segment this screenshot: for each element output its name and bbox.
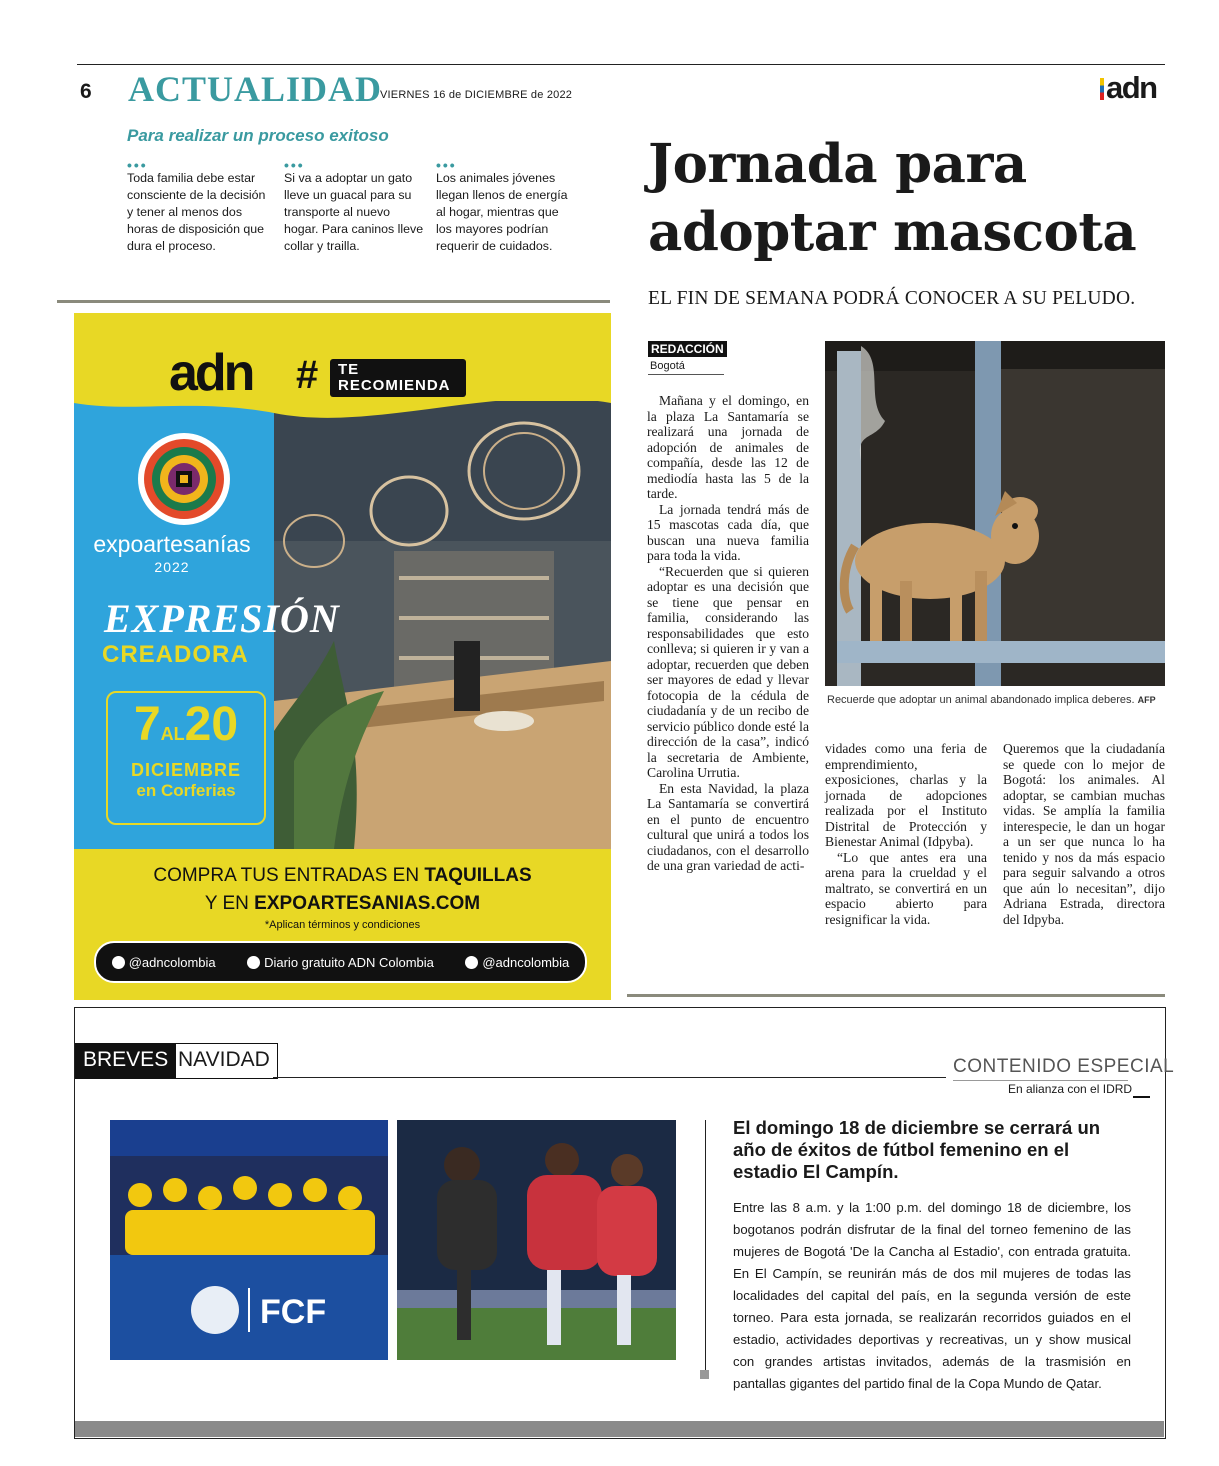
special-content-rule (953, 1080, 1128, 1081)
bottom-band (75, 1421, 1164, 1437)
ad-website-link[interactable]: EXPOARTESANIAS.COM (254, 893, 481, 914)
adn-logo (1100, 70, 1157, 106)
facebook-icon (247, 956, 260, 969)
special-content-label: CONTENIDO ESPECIAL (953, 1056, 1175, 1077)
tip-item (127, 157, 267, 255)
date-connector: AL (160, 724, 185, 744)
alliance-rule (1133, 1096, 1150, 1098)
facebook-handle[interactable] (247, 955, 434, 970)
team-photo (110, 1120, 388, 1360)
ad-creadora: CREADORA (102, 641, 249, 668)
paragraph: “Recuerden que si quieren adoptar es una decisión que se tiene que pensar en familia, considerando las responsabilidades que esto conlleva; si quieren ir y van a adoptar, recuerden que deben ser mayores de edad y llevar fotocopia de la cédula de ciudadanía y de un recibo de servicio público donde esté la dirección de la casa”, indicó la secretaria de Ambiente, Carolina Urrutia. (647, 563, 809, 780)
tip-text: Toda familia debe estar consciente de la decisión y tener al menos dos horas de disposición que dura el proceso. (127, 171, 266, 253)
dots-icon: ••• (127, 157, 148, 173)
twitter-icon (112, 956, 125, 969)
ad-buy-line-1 (74, 865, 611, 887)
breves-body: Entre las 8 a.m. y la 1:00 p.m. del domingo 18 de diciembre, los bogotanos podrán disfrutar de la final del torneo femenino de las mujeres de Bogotá 'De la Cancha al Estadio', con entrada gratuita. En El Campín, se reunirán más de dos mil mujeres de todas las localidades del capital del país, en la segunda versión de este torneo. Para esta jornada, se realizarán recorridos guiados en el estadio, actividades deportivas y recreativas, un y show musical con grandes artistas invitados, además de la trasmisión en pantallas gigantes del partido final de la Copa Mundo de Qatar. (733, 1200, 1131, 1391)
alliance-label: En alianza con el IDRD (1008, 1082, 1133, 1096)
date-from: 7 (133, 698, 161, 751)
ad-venue: en Corferias (136, 781, 236, 800)
paragraph: vidades como una feria de emprendimiento, exposiciones, charlas y la jornada de adopciones realizada por el Instituto Distrital de Protección y Bienestar Animal (Idpyba). (825, 741, 987, 849)
section-divider (57, 300, 610, 303)
article-subheadline: EL FIN DE SEMANA PODRÁ CONOCER A SU PELUDO. (648, 288, 1136, 309)
ad-social-bar (94, 941, 587, 983)
ad-adn-logo: adn (169, 344, 253, 402)
buy-text: Y EN (204, 893, 255, 914)
team-photo-illustration (110, 1120, 388, 1360)
paragraph: Queremos que la ciudadanía se quede con lo mejor de Bogotá: los animales. Al adoptar, se cambian muchas vidas. Se amplía la familia interespecie, le dan un hogar a un ser que nunca lo ha tenido y nos da más espacio para seguir salvando a otros que aún lo necesitan”, dijo Adriana Estrada, directora del Idpyba. (1003, 741, 1165, 927)
page-number: 6 (80, 80, 92, 103)
article-divider (627, 994, 1165, 997)
tip-item (284, 157, 424, 255)
photo-credit: AFP (1137, 695, 1156, 705)
fcf-logo-text: FCF (260, 1293, 327, 1331)
article-column-2 (825, 741, 987, 927)
dog-window-illustration (825, 341, 1165, 686)
caption-text: Recuerde que adoptar un animal abandonado implica deberes. (827, 694, 1135, 706)
tips-title: Para realizar un proceso exitoso (127, 126, 389, 145)
ad-brand: expoartesanías (93, 531, 251, 557)
logo-text: adn (1106, 70, 1157, 105)
ad-recommend-label: TE RECOMIENDA (330, 359, 466, 397)
social-label: Diario gratuito ADN Colombia (264, 954, 434, 970)
ad-year: 2022 (154, 559, 190, 575)
players-celebration-photo (397, 1120, 676, 1360)
breves-rule (273, 1077, 946, 1078)
byline: REDACCIÓN (648, 341, 727, 357)
instagram-handle[interactable] (465, 955, 569, 970)
ad-hashtag: # (296, 353, 319, 397)
byline-city: Bogotá (650, 360, 685, 372)
breves-tag: BREVES (75, 1043, 176, 1079)
date-weekday: VIERNES (380, 89, 430, 101)
photo-caption (827, 694, 1156, 706)
tip-text: Si va a adoptar un gato lleve un guacal para su transporte al nuevo hogar. Para caninos lleve collar y trailla. (284, 171, 424, 253)
breves-subtag: NAVIDAD (170, 1043, 278, 1079)
divider-square-icon (700, 1370, 709, 1379)
breves-headline: El domingo 18 de diciembre se cerrará un año de éxitos de fútbol femenino en el estadio El Campín. (733, 1117, 1101, 1182)
social-label: @adncolombia (482, 954, 570, 970)
date-to: 20 (184, 698, 239, 751)
ad-expression: EXPRESIÓN (104, 596, 340, 641)
date-full: 16 de DICIEMBRE de 2022 (432, 89, 573, 101)
breves-vertical-divider (705, 1120, 706, 1372)
ad-terms: *Aplican términos y condiciones (264, 919, 421, 931)
dog-photo (825, 341, 1165, 686)
byline-rule (648, 374, 724, 375)
paragraph: En esta Navidad, la plaza La Santamaría se convertirá en el punto de encuentro cultural que unirá a todos los ciudadanos, con el desarrollo de una gran variedad de acti- (647, 780, 809, 873)
expoartesanias-ad[interactable] (74, 313, 611, 1000)
ad-buy-line-2[interactable] (74, 893, 611, 915)
buy-emphasis: TAQUILLAS (424, 865, 532, 886)
tip-text: Los animales jóvenes llegan llenos de energía al hogar, mientras que los mayores podrían requerir de cuidados. (436, 171, 568, 253)
players-photo-illustration (397, 1120, 676, 1360)
instagram-icon (465, 956, 478, 969)
section-title: ACTUALIDAD (128, 69, 383, 109)
expoartesanias-emblem-icon (138, 433, 230, 525)
ad-month: DICIEMBRE (130, 760, 241, 780)
tip-item (436, 157, 576, 255)
top-rule (77, 64, 1165, 65)
ad-date-box (106, 691, 266, 825)
twitter-handle[interactable] (112, 955, 216, 970)
social-label: @adncolombia (128, 954, 216, 970)
dots-icon: ••• (284, 157, 305, 173)
issue-date (380, 89, 572, 101)
dots-icon: ••• (436, 157, 457, 173)
article-column-3 (1003, 741, 1165, 927)
paragraph: “Lo que antes era una arena para la crueldad y el maltrato, se convertirá en un espacio abierto para resignificar la vida. (825, 849, 987, 927)
article-column-1 (647, 393, 809, 874)
paragraph: La jornada tendrá más de 15 mascotas cada día, que buscan una nueva familia para toda la vida. (647, 501, 809, 563)
buy-text: COMPRA TUS ENTRADAS EN (153, 865, 425, 886)
article-headline: Jornada para adoptar mascota (648, 133, 1137, 263)
ad-date-range (108, 699, 264, 760)
paragraph: Mañana y el domingo, en la plaza La Santamaría se realizará una jornada de adopción de animales de compañía, desde las 12 de mediodía hasta las 5 de la tarde. (647, 393, 809, 501)
logo-bar-icon (1100, 78, 1104, 100)
